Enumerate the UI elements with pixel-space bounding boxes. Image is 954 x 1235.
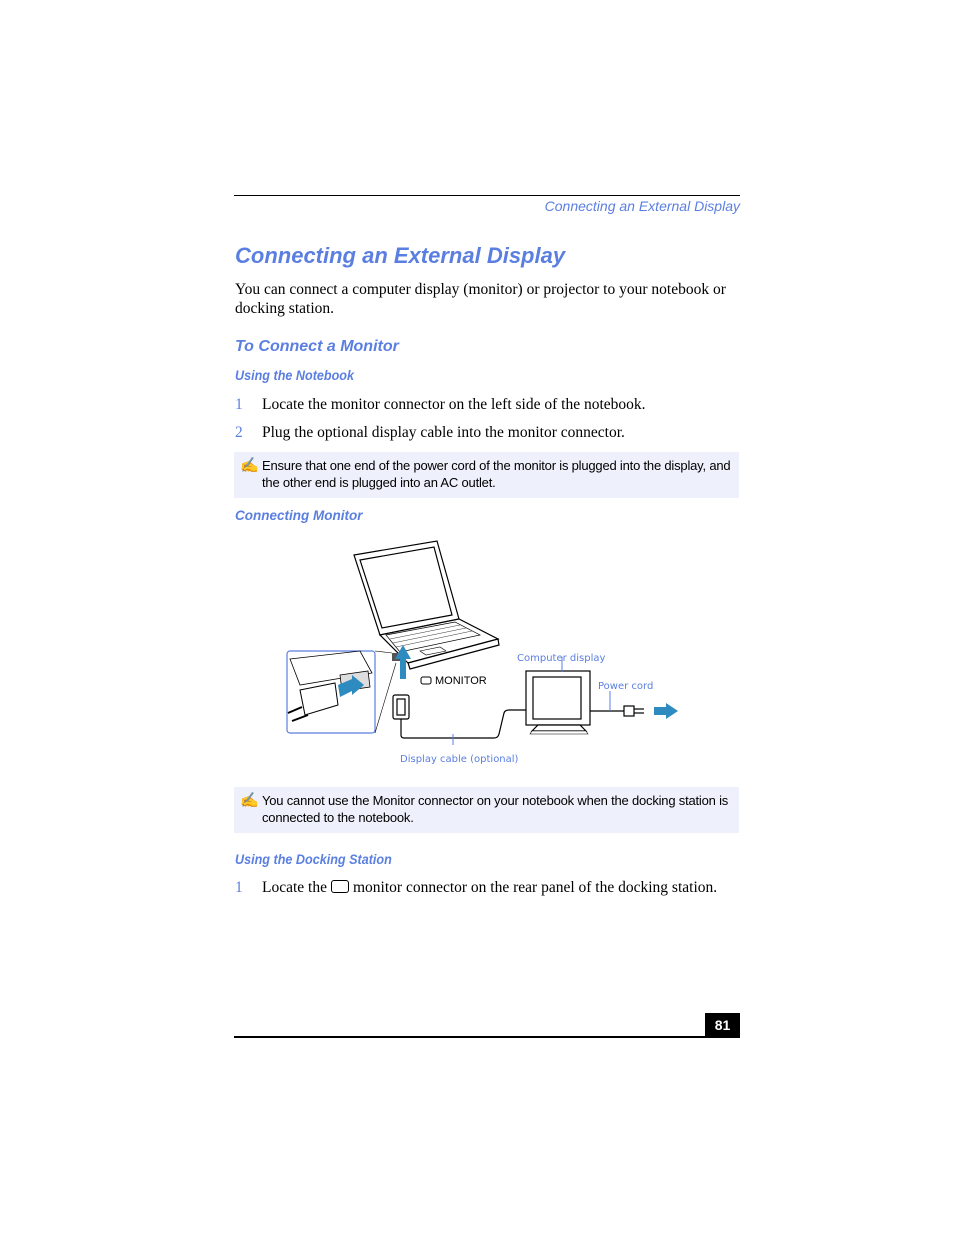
label-display-cable: Display cable (optional)	[400, 754, 519, 765]
step-text	[262, 879, 717, 897]
pencil-note-icon: ✍	[240, 458, 259, 474]
pencil-note-icon: ✍	[240, 793, 259, 809]
intro-paragraph: You can connect a computer display (monitor) or projector to your notebook or docking station.	[235, 281, 726, 317]
page-number: 81	[705, 1013, 740, 1037]
note-text: You cannot use the Monitor connector on your notebook when the docking station is connected to the notebook.	[262, 793, 729, 825]
power-cord	[590, 691, 644, 716]
monitor-port-icon	[331, 880, 349, 893]
display-cable	[393, 695, 526, 745]
step-text-after: monitor connector on the rear panel of the docking station.	[352, 879, 718, 896]
connector-inset	[287, 651, 396, 733]
label-power-cord: Power cord	[598, 681, 654, 692]
step-number: 1	[235, 396, 243, 413]
figure-caption: Connecting Monitor	[235, 508, 363, 523]
header-rule	[234, 195, 740, 196]
step-text: Plug the optional display cable into the monitor connector.	[262, 424, 625, 441]
note-box	[234, 787, 739, 833]
step-number: 1	[235, 879, 243, 896]
computer-display-illustration	[526, 657, 590, 734]
page-title: Connecting an External Display	[235, 243, 566, 268]
right-arrow-icon	[654, 703, 678, 719]
label-monitor-port: MONITOR	[435, 675, 487, 687]
step-number: 2	[235, 424, 243, 441]
connecting-monitor-illustration	[280, 535, 700, 745]
step-text-before: Locate the	[262, 879, 327, 896]
label-computer-display: Computer display	[517, 653, 606, 664]
step-text: Locate the monitor connector on the left side of the notebook.	[262, 396, 646, 413]
section-heading: To Connect a Monitor	[235, 338, 399, 355]
subsection-heading-docking: Using the Docking Station	[235, 851, 392, 867]
footer-rule	[234, 1036, 740, 1038]
monitor-port-icon	[421, 677, 431, 684]
laptop-illustration	[354, 541, 499, 669]
subsection-heading-notebook: Using the Notebook	[235, 367, 355, 383]
note-box	[234, 452, 739, 498]
note-text: Ensure that one end of the power cord of the monitor is plugged into the display, and the other end is plugged into an AC outlet.	[262, 458, 731, 490]
running-header: Connecting an External Display	[544, 198, 740, 214]
